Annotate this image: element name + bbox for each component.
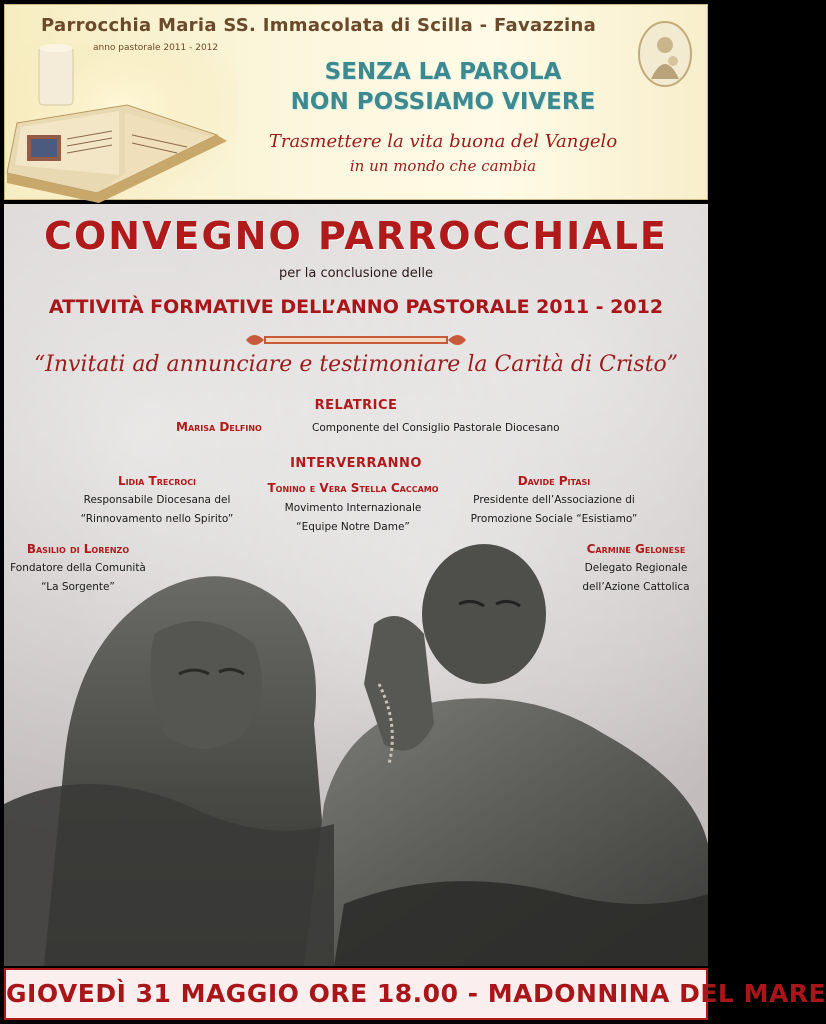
speaker-name: Lidia Trecroci bbox=[117, 474, 197, 488]
pastoral-year: anno pastorale 2011 - 2012 bbox=[93, 43, 219, 53]
subtitle-line-1: Trasmettere la vita buona del Vangelo bbox=[268, 131, 618, 152]
main-panel bbox=[4, 204, 708, 966]
speaker-name: Basilio di Lorenzo bbox=[26, 542, 130, 556]
speaker-name: Carmine Gelonese bbox=[586, 542, 686, 556]
speaker-role: “La Sorgente” bbox=[41, 581, 115, 593]
speaker-role: “Rinnovamento nello Spirito” bbox=[80, 513, 234, 525]
motto-line-2: NON POSSIAMO VIVERE bbox=[290, 89, 596, 115]
speaker-role: dell’Azione Cattolica bbox=[582, 581, 690, 593]
relatrice-role: Componente del Consiglio Pastorale Diocesano bbox=[312, 422, 560, 434]
per-la-conclusione: per la conclusione delle bbox=[279, 266, 433, 281]
event-title: CONVEGNO PARROCCHIALE bbox=[44, 214, 668, 258]
relatrice-heading: RELATRICE bbox=[314, 398, 398, 413]
speaker-role: Movimento Internazionale bbox=[284, 502, 422, 514]
interverranno-heading: INTERVERRANNO bbox=[290, 456, 422, 471]
speaker-role: Promozione Sociale “Esistiamo” bbox=[470, 513, 638, 525]
speaker-name: Tonino e Vera Stella Caccamo bbox=[267, 481, 439, 495]
speaker-role: Presidente dell’Associazione di bbox=[473, 494, 635, 506]
speaker-role: “Equipe Notre Dame” bbox=[296, 521, 410, 533]
relatrice-name: Marisa Delfino bbox=[176, 420, 262, 434]
book-candle-illustration bbox=[7, 43, 237, 203]
speaker-role: Fondatore della Comunità bbox=[10, 562, 146, 574]
speaker-role: Responsabile Diocesana del bbox=[83, 494, 231, 506]
event-date-footer: GIOVEDÌ 31 MAGGIO ORE 18.00 - MADONNINA DEL MARE bbox=[4, 968, 708, 1020]
madonna-seal-icon bbox=[635, 19, 695, 89]
parish-name: Parrocchia Maria SS. Immacolata di Scilla - Favazzina bbox=[41, 15, 597, 36]
subtitle bbox=[251, 131, 635, 179]
header-banner bbox=[4, 4, 708, 200]
theme-quote: “Invitati ad annunciare e testimoniare la Carità di Cristo” bbox=[33, 352, 679, 377]
motto-line-1: SENZA LA PAROLA bbox=[324, 59, 562, 85]
subtitle-line-2: in un mondo che cambia bbox=[349, 157, 537, 175]
activities-heading: ATTIVITÀ FORMATIVE DELL’ANNO PASTORALE 2011 - 2012 bbox=[48, 296, 664, 318]
speaker-role: Delegato Regionale bbox=[584, 562, 688, 574]
ornament-divider bbox=[244, 330, 468, 350]
motto bbox=[251, 57, 635, 117]
speaker-name: Davide Pitasi bbox=[517, 474, 591, 488]
